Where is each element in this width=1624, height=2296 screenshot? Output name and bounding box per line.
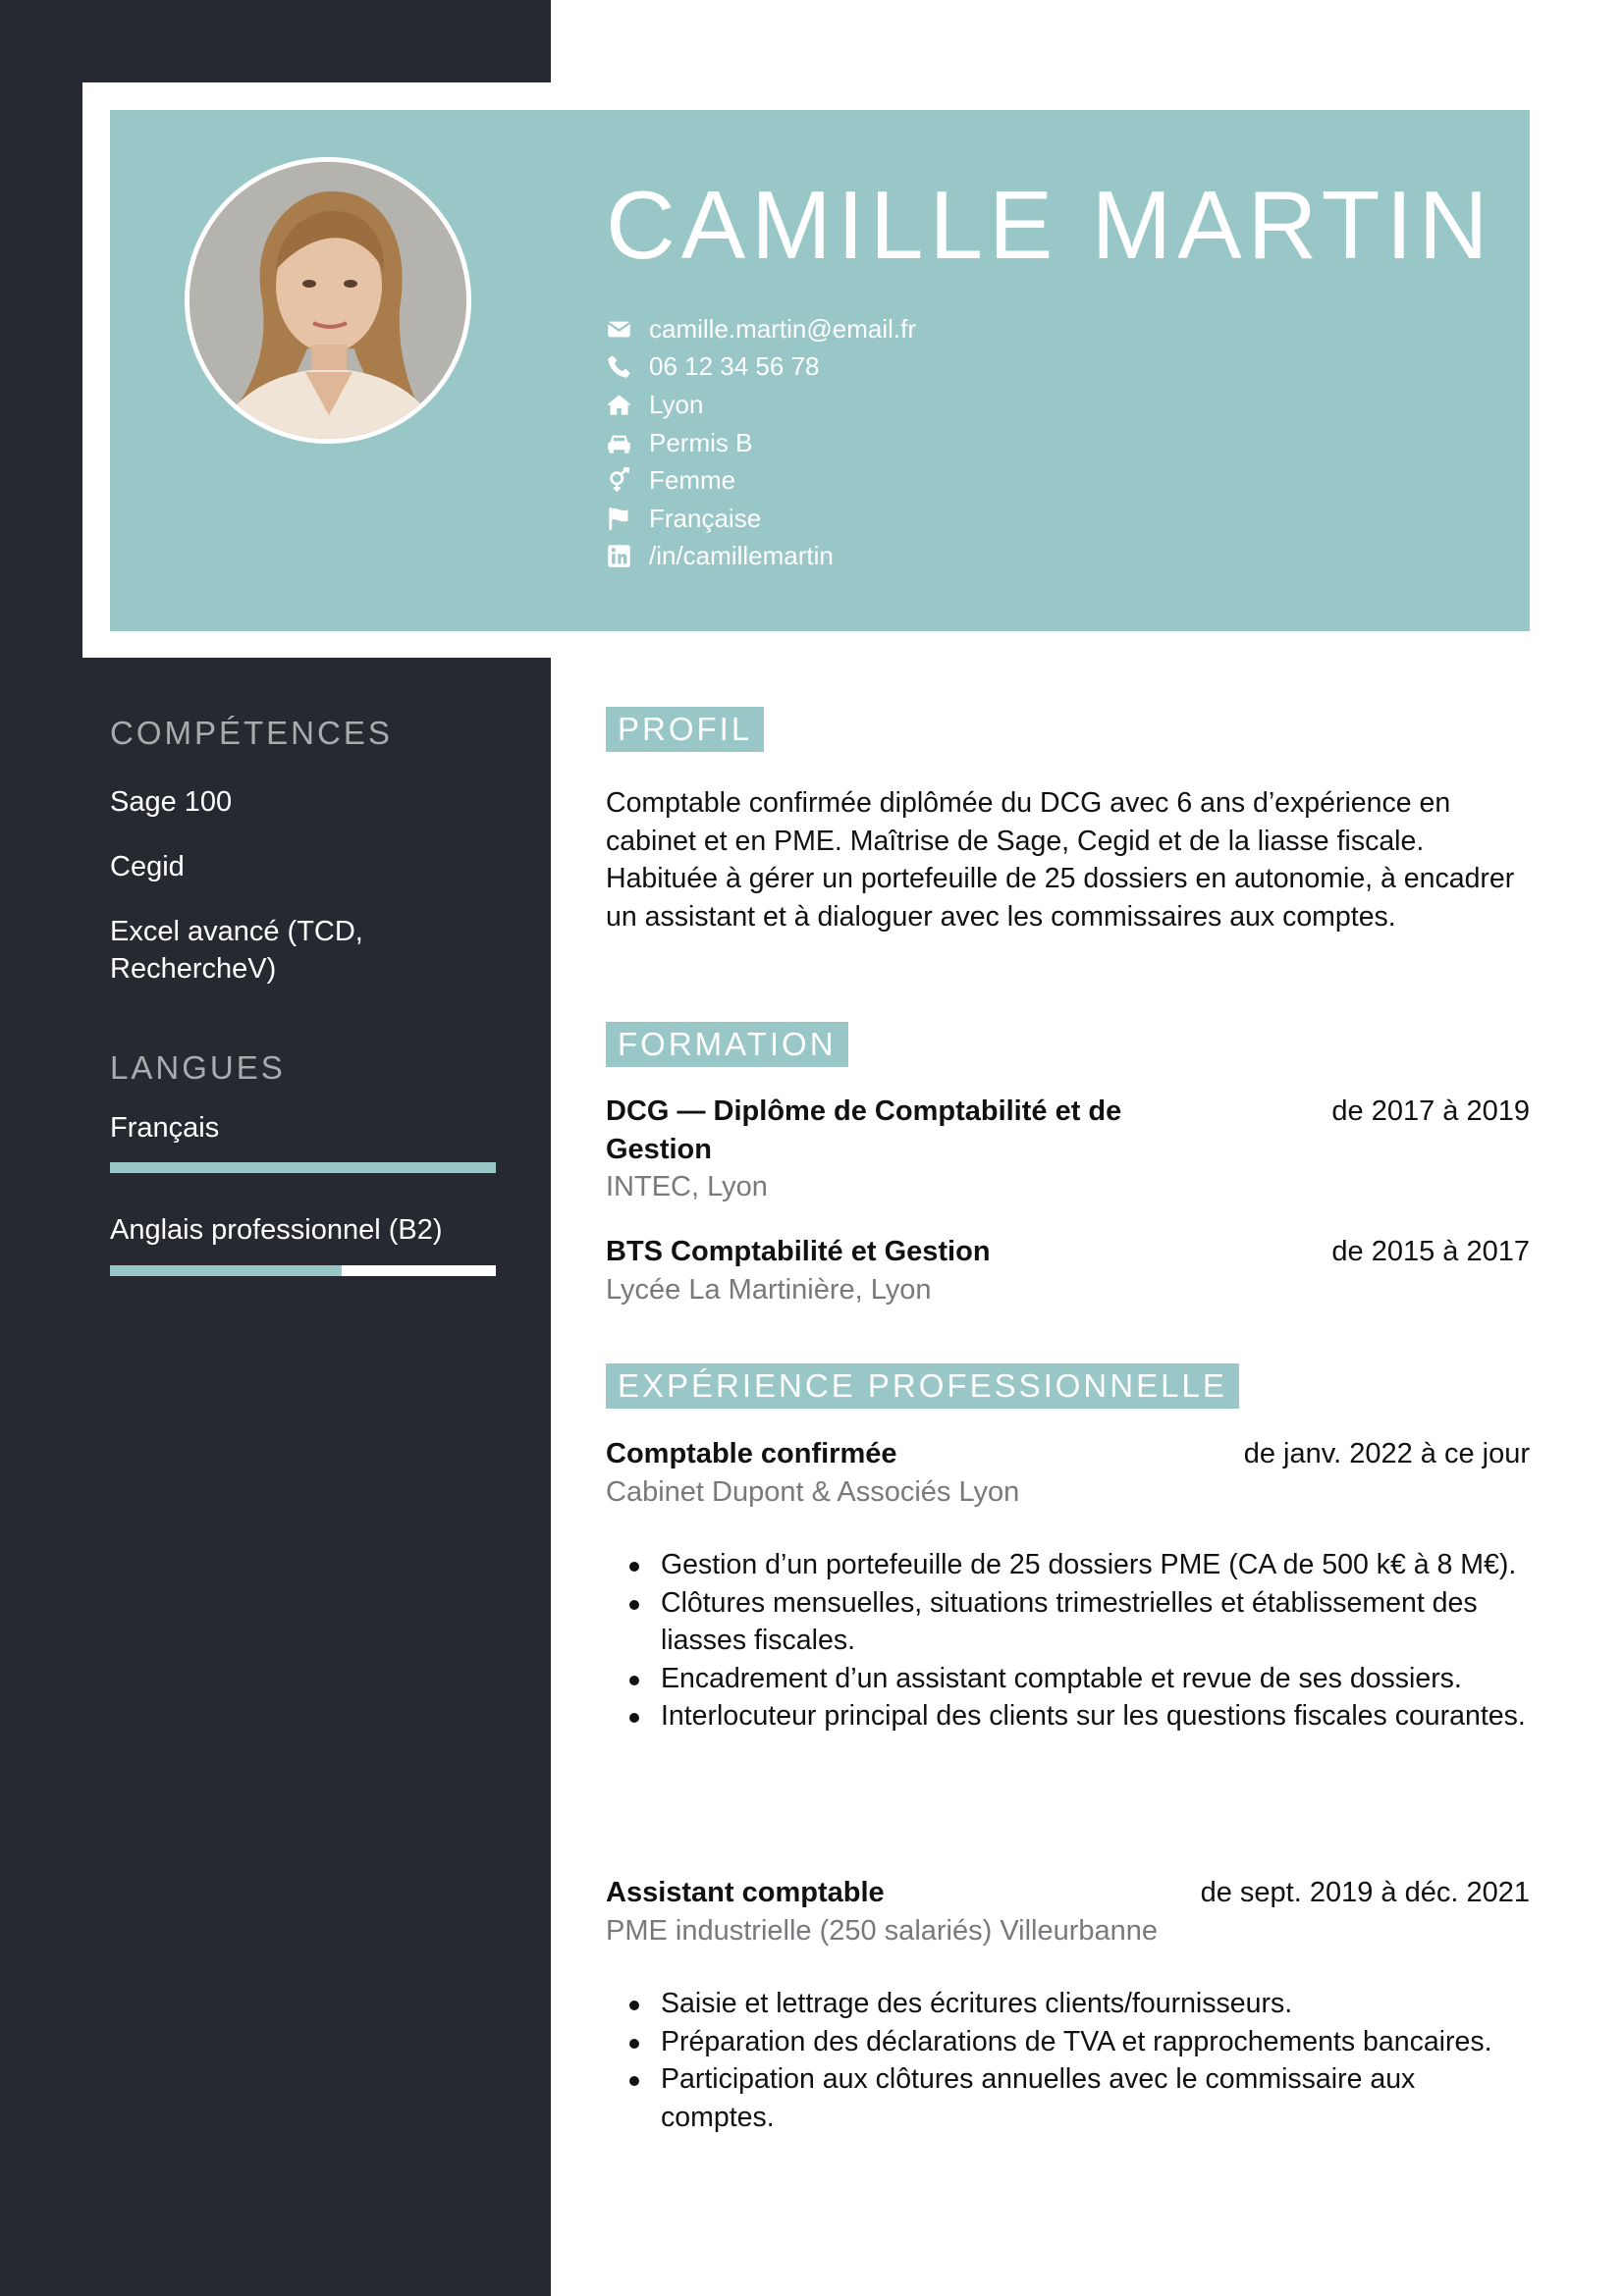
language-level-bar (110, 1265, 496, 1276)
education-dates: de 2017 à 2019 (1331, 1095, 1530, 1127)
candidate-name: CAMILLE MARTIN (606, 171, 1494, 279)
language-level-bar (110, 1162, 496, 1173)
skill-item: Sage 100 (110, 786, 233, 818)
language-name: Anglais professionnel (B2) (110, 1214, 443, 1246)
contact-nationality: Française (606, 500, 916, 538)
contact-phone: 06 12 34 56 78 (606, 348, 916, 387)
language-name: Français (110, 1112, 220, 1144)
skills-title: COMPÉTENCES (110, 715, 393, 751)
list-item: Interlocuteur principal des clients sur les questions fiscales courantes. (606, 1697, 1530, 1735)
language-level-fill (110, 1162, 496, 1173)
contact-gender: Femme (606, 461, 916, 500)
list-item: Saisie et lettrage des écritures clients/fournisseurs. (606, 1985, 1530, 2023)
education-section-title: FORMATION (606, 1022, 848, 1067)
list-item: Encadrement d’un assistant comptable et revue de ses dossiers. (606, 1660, 1530, 1698)
portrait-illustration (189, 162, 466, 439)
education-entry (606, 1233, 1530, 1308)
list-item: Préparation des déclarations de TVA et rapprochements bancaires. (606, 2023, 1530, 2061)
company-name: PME industrielle (250 salariés) Villeurbanne (606, 1914, 1159, 1947)
school-name: INTEC, Lyon (606, 1171, 768, 1202)
home-icon (606, 392, 649, 418)
contact-linkedin: /in/camillemartin (606, 538, 916, 576)
list-item: Clôtures mensuelles, situations trimestrielles et établissement des liasses fiscales. (606, 1584, 1530, 1660)
job-tasks (606, 1546, 1530, 1735)
flag-icon (606, 506, 649, 532)
envelope-icon (606, 316, 649, 343)
degree-title: BTS Comptabilité et Gestion (606, 1236, 991, 1267)
job-dates: de sept. 2019 à déc. 2021 (1200, 1877, 1530, 1908)
job-tasks (606, 1985, 1530, 2136)
gender-icon (606, 467, 649, 494)
degree-title: DCG — Diplôme de Comptabilité et de Gestion (606, 1095, 1122, 1165)
education-entry (606, 1093, 1530, 1206)
contact-city: Lyon (606, 386, 916, 424)
contact-license: Permis B (606, 424, 916, 462)
skills-list (110, 783, 522, 1015)
contact-list (606, 310, 916, 575)
skill-item: Cegid (110, 851, 185, 882)
profile-summary: Comptable confirmée diplômée du DCG avec 6 ans d’expérience en cabinet et en PME. Maîtrise de Sage, Cegid et de la liasse fiscale. Habituée à gérer un portefeuille de 25 dossiers en autonomie, à encadrer un assistant et à dialoguer avec les commissaires aux comptes. (606, 787, 1515, 933)
contact-email: camille.martin@email.fr (606, 310, 916, 348)
experience-entry (606, 1435, 1530, 1735)
languages-title: LANGUES (110, 1049, 286, 1086)
car-icon (606, 430, 649, 456)
job-title: Comptable confirmée (606, 1438, 897, 1469)
list-item: Gestion d’un portefeuille de 25 dossiers PME (CA de 500 k€ à 8 M€). (606, 1546, 1530, 1584)
education-dates: de 2015 à 2017 (1331, 1236, 1530, 1267)
school-name: Lycée La Martinière, Lyon (606, 1273, 932, 1306)
experience-section-title: EXPÉRIENCE PROFESSIONNELLE (606, 1363, 1239, 1409)
profile-photo (185, 157, 471, 444)
linkedin-icon (606, 543, 649, 569)
job-title: Assistant comptable (606, 1877, 885, 1908)
job-dates: de janv. 2022 à ce jour (1243, 1438, 1530, 1469)
company-name: Cabinet Dupont & Associés Lyon (606, 1475, 1020, 1508)
list-item: Participation aux clôtures annuelles avec le commissaire aux comptes. (606, 2060, 1530, 2136)
language-level-fill (110, 1265, 342, 1276)
experience-entry (606, 1874, 1530, 2136)
skill-item: Excel avancé (TCD, RechercheV) (110, 916, 363, 985)
phone-icon (606, 353, 649, 380)
profile-section-title: PROFIL (606, 707, 764, 752)
